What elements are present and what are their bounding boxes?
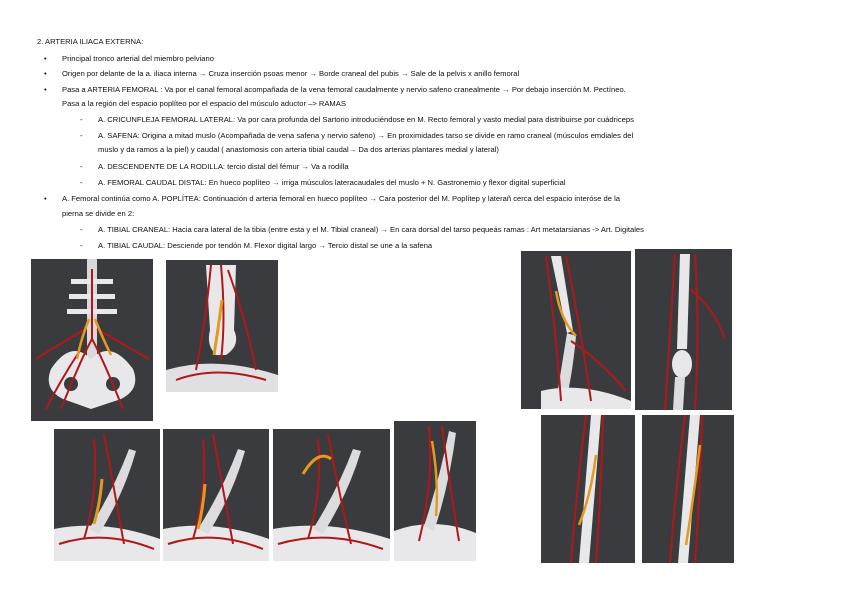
item-origen: Origen por delante de la a. iliaca interna → Cruza inserción psoas menor → Borde craneal del pubis → Sale de la pelvis x anillo femoral xyxy=(62,69,520,78)
dash-marker: - xyxy=(80,131,83,140)
knee-image xyxy=(394,421,476,561)
branch-descendente-rodilla: A. DESCENDENTE DE LA RODILLA: tercio distal del fémur → Va a rodilla xyxy=(98,162,349,171)
hindlimb-image-1 xyxy=(521,251,631,409)
dash-marker: - xyxy=(80,241,83,250)
dash-marker: - xyxy=(80,162,83,171)
pelvis-dorsal-image xyxy=(31,259,153,421)
dash-marker: - xyxy=(80,225,83,234)
leg-illustration xyxy=(163,429,269,561)
branch-tibial-caudal: A. TIBIAL CAUDAL: Desciende por tendón M. Flexor digital largo → Tercio distal se une a la safena xyxy=(98,241,433,250)
bullet-marker: • xyxy=(44,69,47,78)
hindlimb-image-2 xyxy=(635,249,732,410)
tibia-image-1 xyxy=(541,415,635,563)
tibia-illustration xyxy=(642,415,734,563)
tibia-image-2 xyxy=(642,415,734,563)
item-arteria-femoral: Pasa a ARTERIA FEMORAL : Va por el canal femoral acompañada de la vena femoral caudalmente y nervio safeno cranealmente → Por debajo inserción M. Pectíneo. xyxy=(62,85,626,94)
hindlimb-illustration xyxy=(521,251,631,409)
knee-illustration xyxy=(394,421,476,561)
bullet-marker: • xyxy=(44,194,47,203)
leg-illustration xyxy=(273,429,390,561)
item-poplitea-cont: pierna se divide en 2: xyxy=(62,209,135,218)
branch-safena: A. SAFENA: Origina a mitad muslo (Acompañada de vena safena y nervio safeno) → En proximidades tarso se divide en ramo craneal (músculos emdiales del xyxy=(98,131,634,140)
item-principal-tronco: Principal tronco arterial del miembro pelviano xyxy=(62,54,214,63)
dash-marker: - xyxy=(80,178,83,187)
branch-tibial-craneal: A. TIBIAL CRANEAL: Hacia cara lateral de la tibia (entre esta y el M. Tibial craneal) → En cara dorsal del tarso pequeás ramas : Art metatarsianas -> Art. Digitales xyxy=(98,225,644,234)
bullet-marker: • xyxy=(44,54,47,63)
leg-lateral-image-3 xyxy=(273,429,390,561)
thigh-illustration xyxy=(166,260,278,392)
branch-circunfleja: A. CRICUNFLEJA FEMORAL LATERAL: Va por cara profunda del Sartorio introduciéndose en M. Recto femoral y vasto medial para distribuirse por cuádriceps xyxy=(98,115,634,124)
branch-femoral-caudal-distal: A. FEMORAL CAUDAL DISTAL: En hueco poplíteo → irriga músculos lateracaudales del muslo + N. Gastronemio y flexor digital superficial xyxy=(98,178,566,187)
pelvis-illustration xyxy=(31,259,153,421)
hindlimb-illustration xyxy=(635,249,732,410)
leg-lateral-image-1 xyxy=(54,429,160,561)
branch-safena-cont: muslo y da ramos a la piel) y caudal ( anastomosis con arteria tibial caudal→ Da dos arterias plantares medial y lateral) xyxy=(98,145,499,154)
tibia-illustration xyxy=(541,415,635,563)
bullet-marker: • xyxy=(44,85,47,94)
leg-illustration xyxy=(54,429,160,561)
leg-lateral-image-2 xyxy=(163,429,269,561)
thigh-medial-image xyxy=(166,260,278,392)
item-arteria-femoral-cont: Pasa a la región del espacio poplíteo por el espacio del músculo aductor –> RAMAS xyxy=(62,99,346,108)
dash-marker: - xyxy=(80,115,83,124)
item-poplitea: A. Femoral continúa como A. POPLÍTEA: Continuación d arteria femoral en hueco poplíteo → Cara posterior del M. Poplítep y laterañ cerca del espacio interóse de la xyxy=(62,194,621,203)
section-heading: 2. ARTERIA ILIACA EXTERNA: xyxy=(37,37,144,46)
